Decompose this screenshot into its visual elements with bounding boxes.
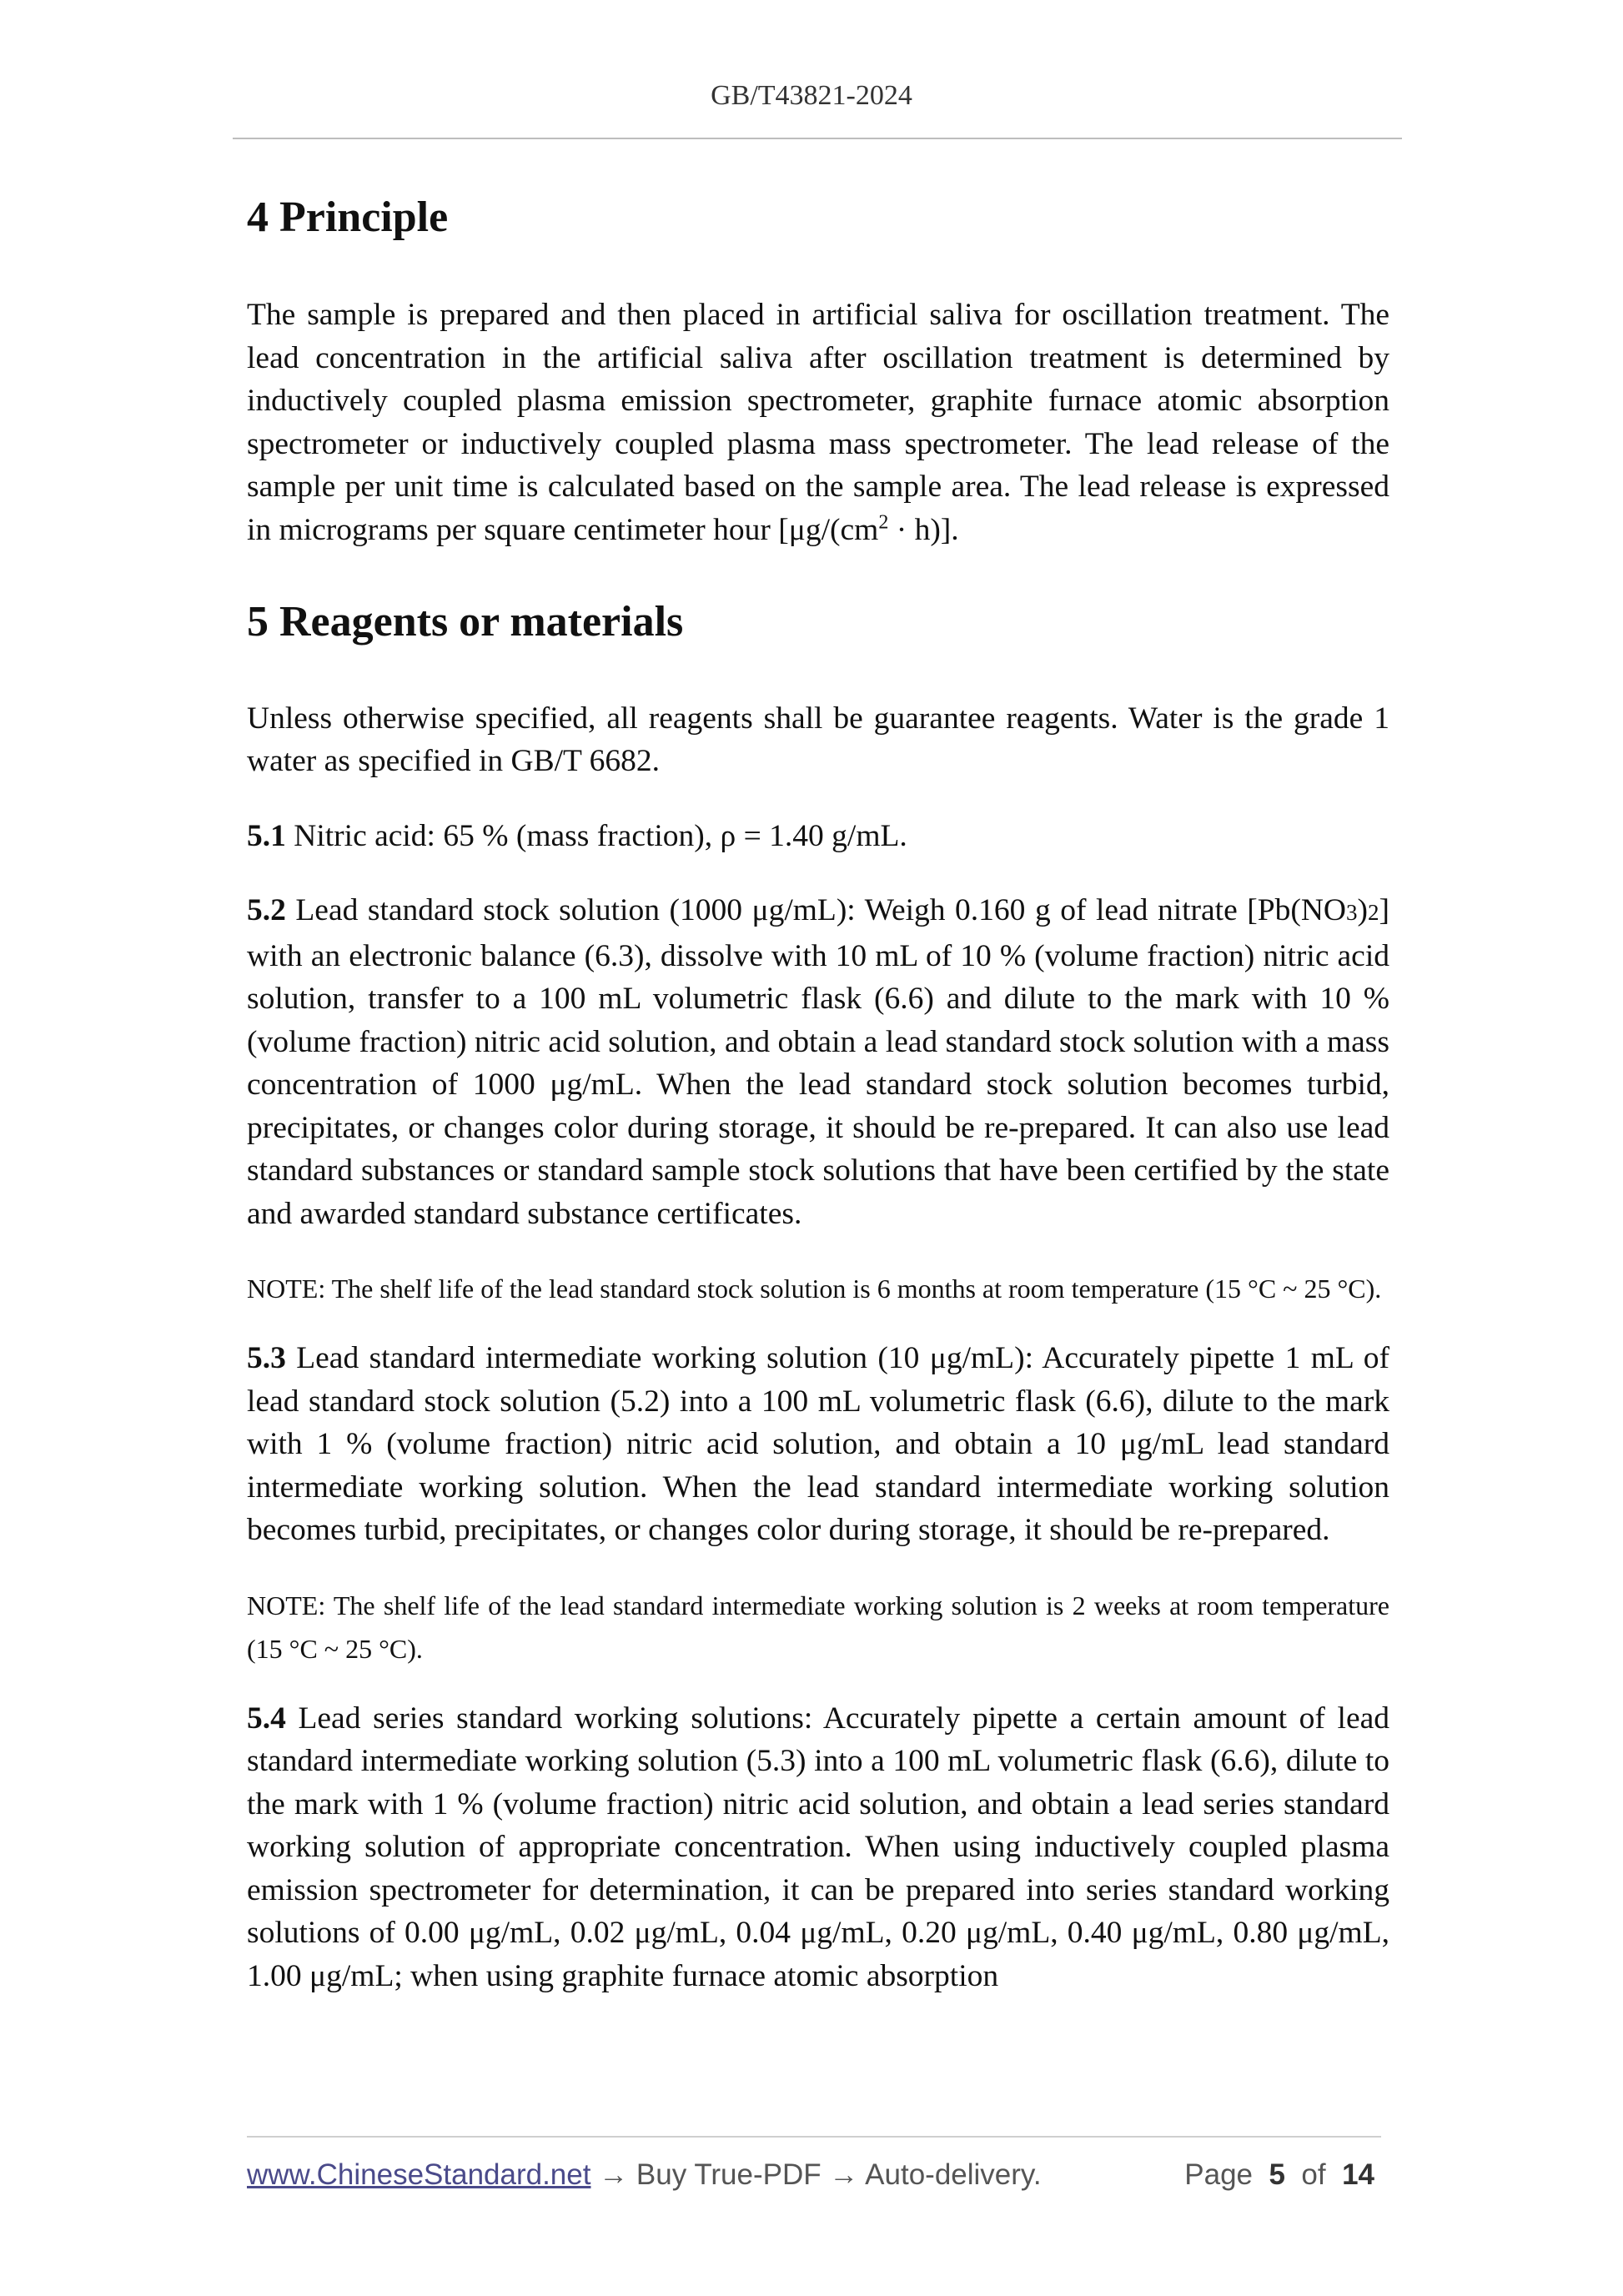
total-pages: 14 — [1342, 2158, 1374, 2191]
page-indicator — [1184, 2158, 1374, 2192]
current-page: 5 — [1269, 2158, 1285, 2191]
clause-text: Nitric acid: 65 % (mass fraction), ρ = 1.40 g/mL. — [285, 818, 907, 853]
document-code-header: GB/T43821-2024 — [711, 80, 912, 111]
website-link[interactable]: www.ChineseStandard.net — [247, 2158, 591, 2191]
clause-number: 5.3 — [247, 1341, 286, 1376]
header-divider — [233, 138, 1402, 139]
principle-text-end: · h)]. — [888, 512, 959, 547]
reagents-intro: Unless otherwise specified, all reagents shall be guarantee reagents. Water is the grade 1 water as specified in GB/T 6682. — [247, 701, 1389, 779]
footer-tagline: → Buy True-PDF → Auto-delivery. — [590, 2158, 1042, 2191]
section-title-reagents: 5 Reagents or materials — [247, 598, 684, 646]
principle-superscript: 2 — [878, 511, 889, 534]
page-content — [247, 185, 1389, 1997]
principle-text: The sample is prepared and then placed in artificial saliva for oscillation treatment. The lead concentration in the artificial saliva after oscillation treatment is determined by inductively coupled plasma emission spectrometer, graphite furnace atomic absorption spectrometer or inductively coupled plasma mass spectrometer. The lead release of the sample per unit time is calculated based on the sample area. The lead release is expressed in micrograms per square centimeter hour [μg/(cm — [247, 298, 1389, 547]
clause-5-2 — [247, 889, 1389, 1235]
subscript: 3 — [1346, 900, 1358, 926]
subscript: 2 — [1368, 900, 1379, 926]
note-intermediate-shelf-life: NOTE: The shelf life of the lead standard intermediate working solution is 2 weeks at room temperature (15 °C ~ 25 °C). — [247, 1590, 1389, 1664]
clause-number: 5.1 — [247, 818, 286, 853]
clause-5-4 — [247, 1697, 1389, 1998]
clause-text: ] with an electronic balance (6.3), dissolve with 10 mL of 10 % (volume fraction) nitric acid solution, transfer to a 100 mL volumetric flask (6.6) and dilute to the mark with 10 % (volume fraction) nitric acid solution, and obtain a lead standard stock solution with a mass concentration of 1000 μg/mL. When the lead standard stock solution becomes turbid, precipitates, or changes color during storage, it should be re-prepared. It can also use lead standard substances or standard sample stock solutions that have been certified by the state and awarded standard substance certificates. — [247, 893, 1389, 1231]
section-title-principle: 4 Principle — [247, 193, 449, 241]
page-label: Page — [1184, 2158, 1254, 2191]
clause-5-1 — [247, 815, 1389, 858]
clause-text: ) — [1357, 893, 1368, 928]
clause-5-3 — [247, 1337, 1389, 1552]
page-of-label: of — [1301, 2158, 1326, 2191]
footer-promo — [247, 2158, 1042, 2192]
clause-text: Lead standard intermediate working solution (10 μg/mL): Accurately pipette 1 mL of lead standard stock solution (5.2) into a 100 mL volumetric flask (6.6), dilute to the mark with 1 % (volume fraction) nitric acid solution, and obtain a 10 μg/mL lead standard intermediate working solution. When the lead standard intermediate working solution becomes turbid, precipitates, or changes color during storage, it should be re-prepared. — [247, 1341, 1389, 1548]
clause-text: Lead series standard working solutions: Accurately pipette a certain amount of lead standard intermediate working solution (5.3) into a 100 mL volumetric flask (6.6), dilute to the mark with 1 % (volume fraction) nitric acid solution, and obtain a lead series standard working solution of appropriate concentration. When using inductively coupled plasma emission spectrometer for determination, it can be prepared into series standard working solutions of 0.00 μg/mL, 0.02 μg/mL, 0.04 μg/mL, 0.20 μg/mL, 0.40 μg/mL, 0.80 μg/mL, 1.00 μg/mL; when using graphite furnace atomic absorption — [247, 1701, 1389, 1993]
principle-paragraph — [247, 294, 1389, 551]
clause-number: 5.4 — [247, 1701, 286, 1736]
clause-text: Lead standard stock solution (1000 μg/mL): Weigh 0.160 g of lead nitrate [Pb(NO — [285, 893, 1346, 928]
note-stock-shelf-life: NOTE: The shelf life of the lead standard stock solution is 6 months at room temperature (15 °C ~ 25 °C). — [247, 1274, 1382, 1304]
footer-divider — [247, 2136, 1381, 2138]
clause-number: 5.2 — [247, 893, 286, 928]
